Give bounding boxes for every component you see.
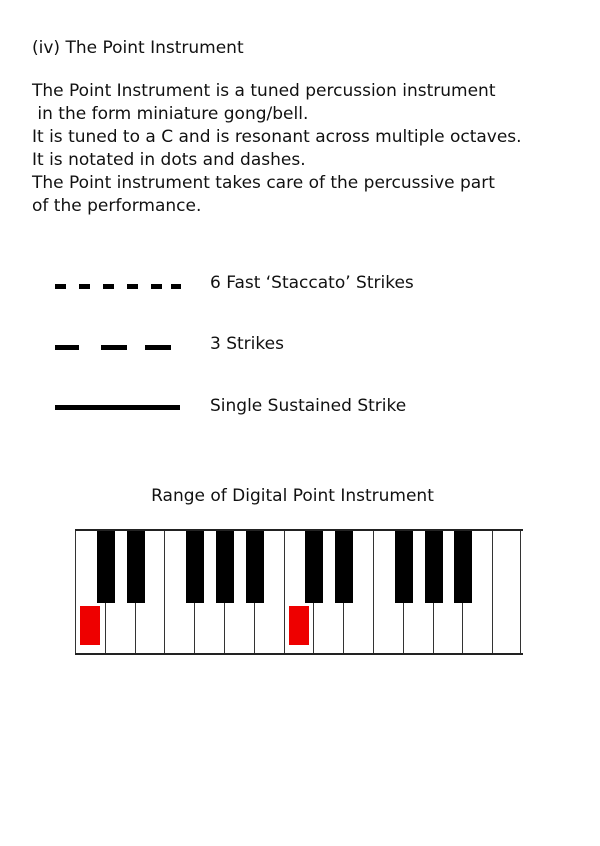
black-key (216, 531, 234, 603)
legend-row-staccato (55, 273, 475, 303)
dash (55, 284, 66, 289)
black-key (425, 531, 443, 603)
dash (103, 284, 114, 289)
white-key (492, 531, 521, 653)
description (32, 80, 522, 218)
dash (127, 284, 138, 289)
black-key (335, 531, 353, 603)
description-line: The Point Instrument is a tuned percussion instrument (32, 81, 496, 101)
page-title: (iv) The Point Instrument (32, 38, 244, 58)
black-key (246, 531, 264, 603)
black-key (395, 531, 413, 603)
black-key (127, 531, 145, 603)
dash (151, 284, 162, 289)
description-line: of the performance. (32, 196, 202, 216)
dash (55, 345, 79, 350)
description-line: It is notated in dots and dashes. (32, 150, 306, 170)
legend-label: 6 Fast ‘Staccato’ Strikes (210, 273, 414, 293)
black-key (305, 531, 323, 603)
legend-label: Single Sustained Strike (210, 396, 407, 416)
dash (171, 284, 181, 289)
description-line: It is tuned to a C and is resonant across multiple octaves. (32, 127, 522, 147)
legend-row-three-strikes (55, 334, 475, 364)
piano-keyboard (75, 529, 523, 655)
black-key (186, 531, 204, 603)
legend-label: 3 Strikes (210, 334, 284, 354)
c-note-marker (80, 606, 100, 645)
keyboard-title: Range of Digital Point Instrument (151, 486, 434, 506)
black-key (454, 531, 472, 603)
description-line: in the form miniature gong/bell. (32, 104, 309, 124)
c-note-marker (289, 606, 309, 645)
description-line: The Point instrument takes care of the percussive part (32, 173, 495, 193)
dash (79, 284, 90, 289)
legend-row-sustained (55, 396, 475, 426)
black-key (97, 531, 115, 603)
dash (55, 405, 180, 410)
dash (101, 345, 127, 350)
dash (145, 345, 171, 350)
